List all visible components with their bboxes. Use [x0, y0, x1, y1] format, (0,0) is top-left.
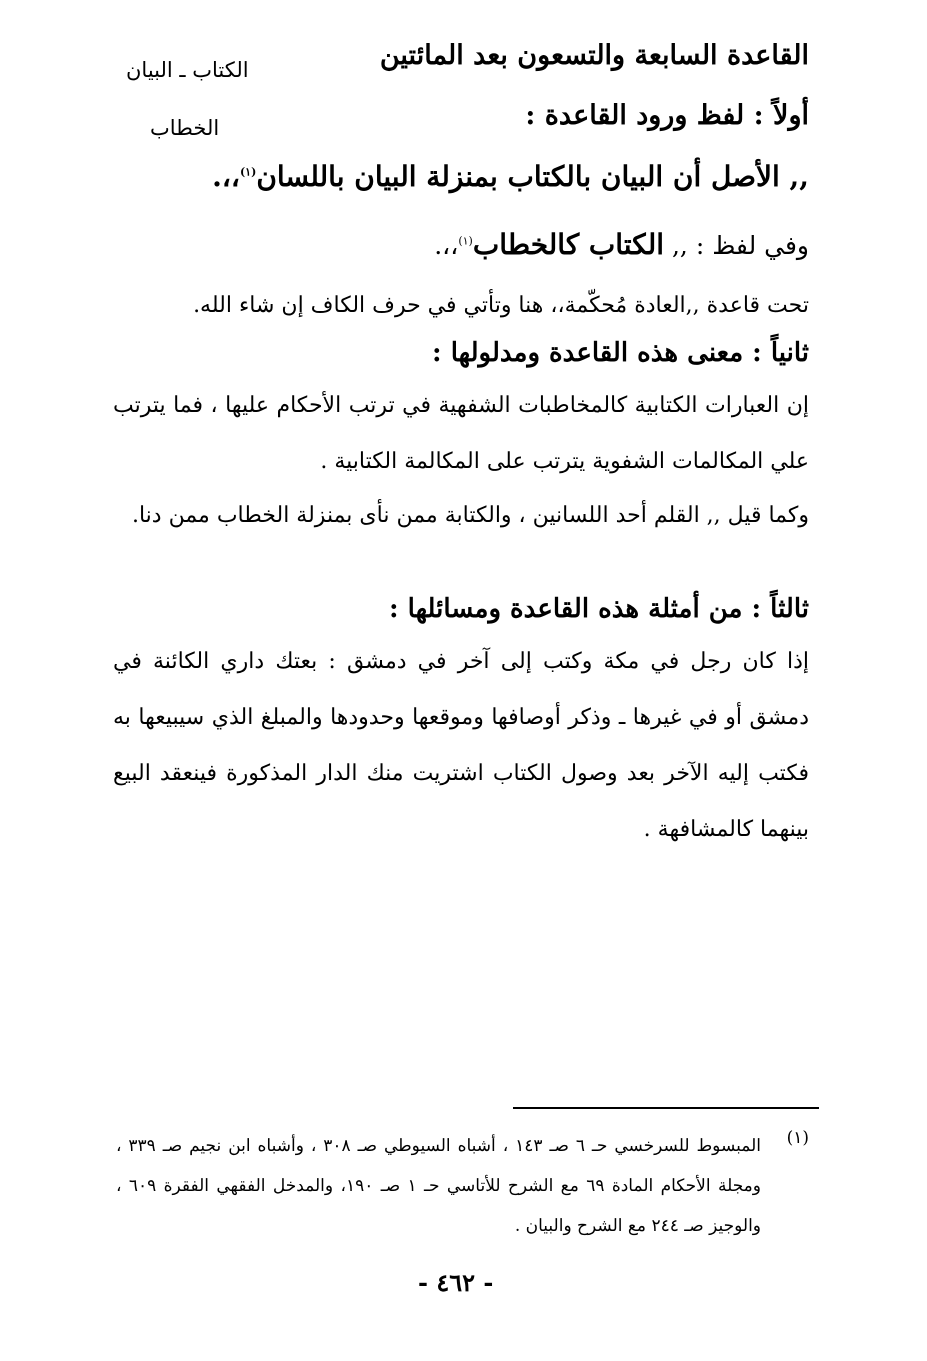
maxim-footnote-ref: (١): [239, 165, 257, 179]
footnote-text: المبسوط للسرخسي حـ ٦ صـ ١٤٣ ، أشباه السيوطي صـ ٣٠٨ ، وأشباه ابن نجيم صـ ٣٣٩ ، ومجلة الأحكام المادة ٦٩ مع الشرح للأتاسي حـ ١ صـ ١٩٠، والمدخل الفقهي الفقرة ٦٠٩ ، والوجيز صـ ٢٤٤ مع الشرح والبيان .: [116, 1136, 762, 1236]
variant-prefix: وفي لفظ : ,,: [671, 231, 809, 260]
page-number: - ٤٦٢ -: [418, 1268, 494, 1297]
variant-footnote-ref: (١): [458, 234, 473, 248]
maxim-variant: [434, 228, 809, 261]
maxim-closing: ،،.: [212, 160, 240, 193]
section-1-heading: أولاً : لفظ ورود القاعدة :: [525, 100, 809, 131]
maxim-text: [212, 160, 809, 193]
section-3-heading: ثالثاً : من أمثلة هذه القاعدة ومسائلها :: [389, 594, 809, 624]
example-paragraph: إذا كان رجل في مكة وكتب إلى آخر في دمشق : بعتك داري الكائنة في دمشق أو في غيرها ـ وذكر أوصافها وموقعها وحدودها والمبلغ الذي سيبيعها به فكتب إليه الآخر بعد وصول الكتاب اشتريت منك الدار المذكورة فينعقد البيع بينهما كالمشافهة .: [113, 649, 809, 842]
variant-closing: ،،.: [434, 231, 459, 260]
meaning-paragraph: إن العبارات الكتابية كالمخاطبات الشفهية في ترتب الأحكام عليها ، فما يترتب علي المكالمات الشفوية يترتب على المكالمة الكتابية .: [113, 393, 809, 474]
rule-title: القاعدة السابعة والتسعون بعد المائتين: [379, 40, 809, 71]
variant-text: الكتاب كالخطاب: [472, 228, 665, 261]
keywords-line-2: الخطاب: [150, 116, 220, 140]
saying-paragraph: وكما قيل ,, القلم أحد اللسانين ، والكتابة ممن نأى بمنزلة الخطاب ممن دنا.: [131, 503, 809, 528]
footnote-number: (١): [786, 1128, 809, 1148]
section-2-heading: ثانياً : معنى هذه القاعدة ومدلولها :: [432, 338, 809, 368]
footnote-divider: [513, 1107, 819, 1109]
cross-reference-paragraph: تحت قاعدة ,,العادة مُحكّمة،، هنا وتأتي في حرف الكاف إن شاء الله.: [193, 293, 809, 318]
keywords-line-1: الكتاب ـ البيان: [126, 58, 249, 82]
maxim-body: ,, الأصل أن البيان بالكتاب بمنزلة البيان باللسان: [256, 160, 809, 193]
